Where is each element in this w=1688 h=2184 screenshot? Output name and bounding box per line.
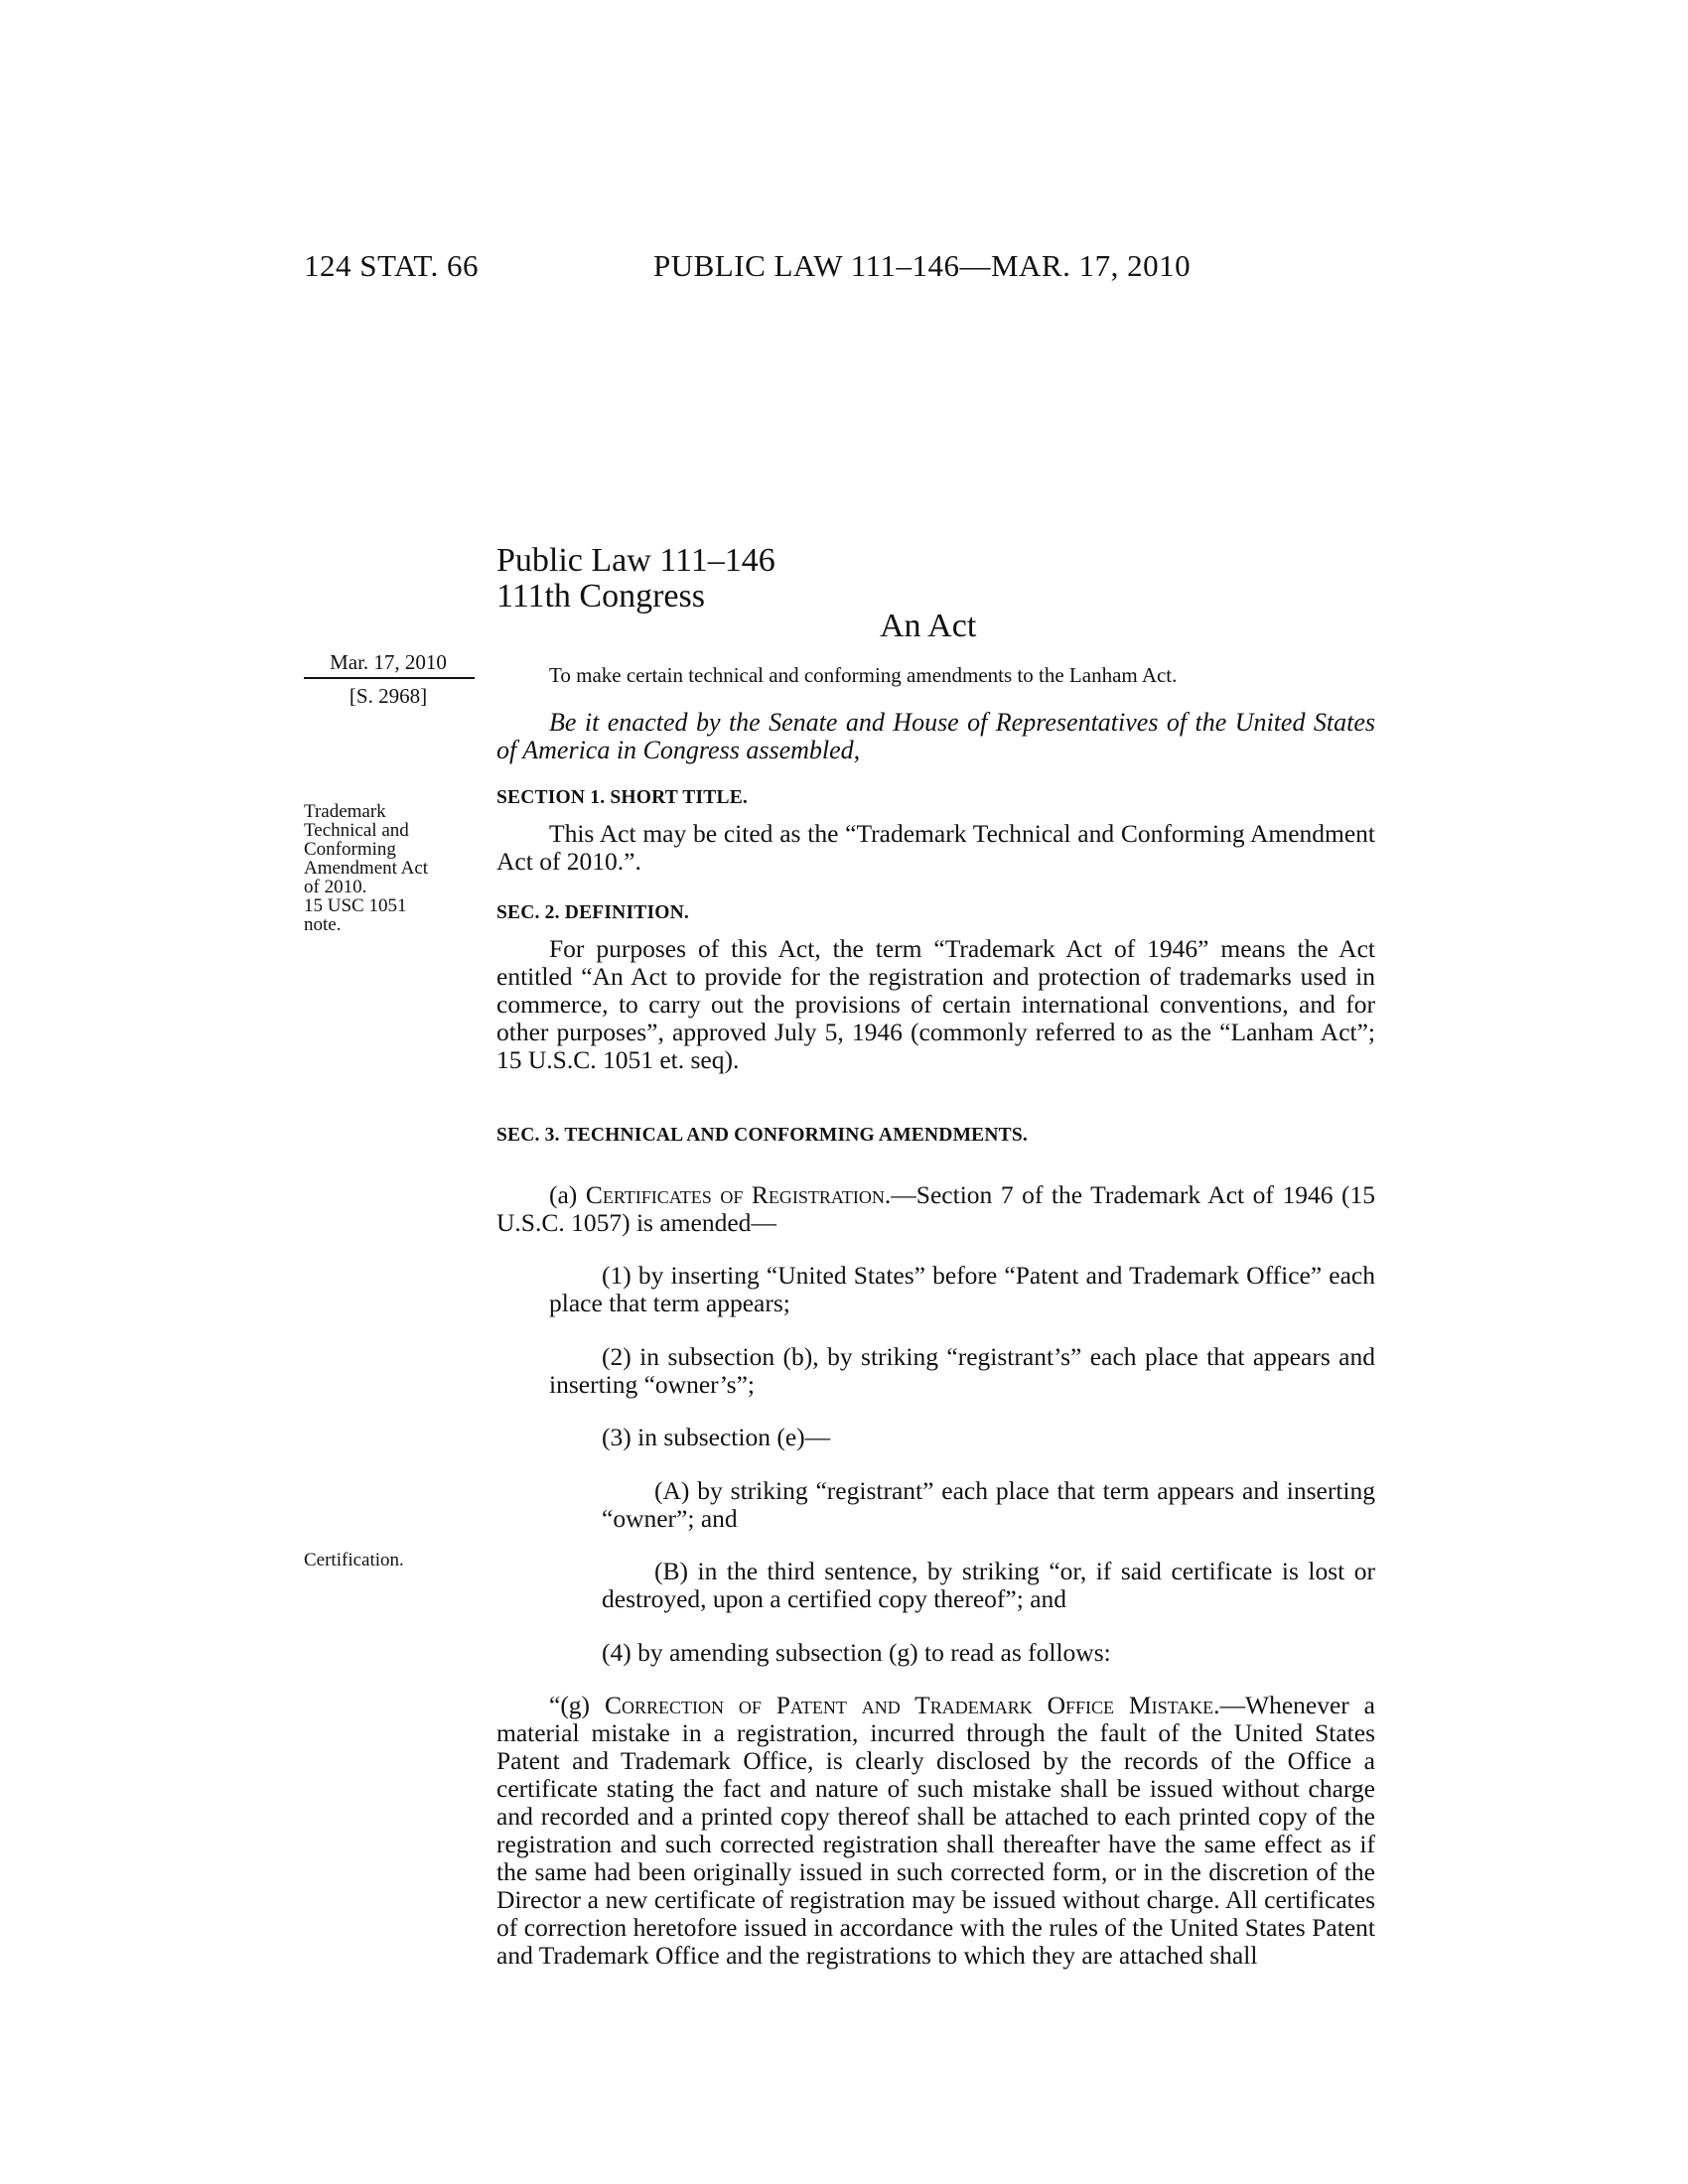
running-title: PUBLIC LAW 111–146—MAR. 17, 2010	[653, 248, 1192, 283]
margin-divider	[304, 677, 475, 679]
section-2-text: For purposes of this Act, the term “Trademark Act of 1946” means the Act entitled “An Act to provide for the registration and protection of trademarks used in commerce, to carry out the provisions of certain international conventions, and for other purposes”, approved July 5, 1946 (commonly referred to as the “Lanham Act”; 15 U.S.C. 1051 et. seq).	[496, 934, 1375, 1074]
amendment-item-3: (3) in subsection (e)—	[602, 1423, 831, 1451]
section-2	[496, 899, 1375, 927]
subsection-g-caption: Correction of Patent and Trademark Office Mistake	[604, 1691, 1214, 1719]
act-heading: An Act	[880, 608, 977, 644]
congress-number: 111th Congress	[496, 578, 705, 614]
stat-reference: 124 STAT. 66	[304, 248, 480, 283]
bill-number: [S. 2968]	[349, 684, 428, 708]
margin-note-line: note.	[304, 914, 342, 935]
section-3-body	[496, 1156, 1375, 1995]
subsection-g-text: .—Whenever a material mistake in a registration, incurred through the fault of the United States Patent and Trademark Office, is clearly disclosed by the records of the Office a certificate stating the fact and nature of such mistake shall be issued without charge and recorded and a printed copy thereof shall be attached to each printed copy of the registration and such corrected registration shall thereafter have the same effect as if the same had been originally issued in such corrected form, or in the discretion of the Director a new certificate of registration may be issued without charge. All certificates of correction heretofore issued in accordance with the rules of the United States Patent and Trademark Office and the registrations to which they are attached shall	[496, 1691, 1375, 1970]
subsection-a-text: .—Section 7 of the Trademark Act of 1946 (15 U.S.C. 1057) is amended—	[496, 1179, 1375, 1237]
section-1-heading: SECTION 1. SHORT TITLE.	[496, 787, 748, 808]
section-2-body	[496, 935, 1375, 1074]
amendment-item-1: (1) by inserting “United States” before “Patent and Trademark Office” each place that term appears;	[549, 1261, 1375, 1317]
margin-note-line: Conforming	[304, 839, 396, 860]
section-1-body	[496, 820, 1375, 876]
margin-note-line: 15 USC 1051	[304, 895, 407, 916]
public-law-number: Public Law 111–146	[496, 542, 775, 579]
section-3	[496, 1122, 1375, 1150]
act-purpose: To make certain technical and conforming amendments to the Lanham Act.	[549, 663, 1178, 687]
margin-note-certification: Certification.	[304, 1550, 404, 1570]
subsection-a-label: (a)	[549, 1179, 586, 1209]
margin-note-line: Trademark	[304, 801, 386, 822]
amendment-item-4: (4) by amending subsection (g) to read as follows:	[602, 1637, 1111, 1667]
amendment-item-3b: (B) in the third sentence, by striking “or, if said certificate is lost or destroyed, upon a certified copy thereof”; and	[602, 1557, 1375, 1613]
subsection-a	[496, 1181, 1375, 1237]
section-1	[496, 784, 1375, 812]
section-2-heading: SEC. 2. DEFINITION.	[496, 902, 689, 923]
amendment-item-3a: (A) by striking “registrant” each place that term appears and inserting “owner”; and	[602, 1475, 1375, 1533]
margin-date: Mar. 17, 2010	[330, 650, 447, 674]
margin-note-short-title	[304, 802, 428, 934]
enacting-clause-block	[496, 709, 1375, 764]
subsection-g	[496, 1692, 1375, 1970]
margin-note-line: of 2010.	[304, 877, 367, 897]
section-3-heading: SEC. 3. TECHNICAL AND CONFORMING AMENDMENTS.	[496, 1125, 1028, 1146]
amendment-item-2: (2) in subsection (b), by striking “registrant’s” each place that appears and inserting “owner’s”;	[549, 1341, 1375, 1399]
section-1-text: This Act may be cited as the “Trademark Technical and Conforming Amendment Act of 2010.”.	[496, 819, 1375, 876]
margin-note-line: Technical and	[304, 820, 409, 841]
margin-note-line: Amendment Act	[304, 858, 429, 879]
subsection-g-label: “(g)	[549, 1691, 605, 1719]
subsection-a-caption: Certificates of Registration	[585, 1179, 885, 1209]
enacting-clause: Be it enacted by the Senate and House of Representatives of the United States of America in Congress assembled,	[496, 708, 1375, 764]
